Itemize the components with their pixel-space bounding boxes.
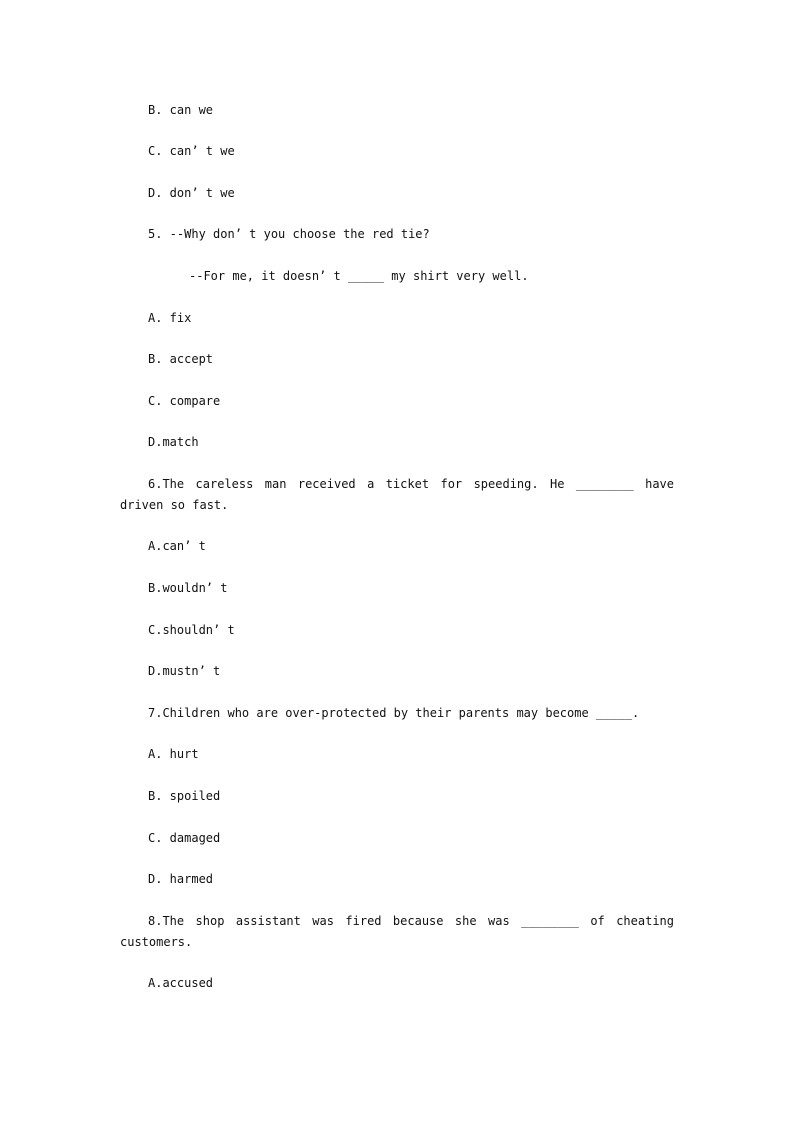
q5-option-c: C. compare [148, 394, 221, 408]
q5-response: --For me, it doesn’ t _____ my shirt very well. [189, 269, 529, 283]
q7-option-a: A. hurt [148, 747, 199, 761]
q6-option-a: A.can’ t [148, 539, 206, 553]
q5-question: 5. --Why don’ t you choose the red tie? [148, 227, 430, 241]
q6-option-c: C.shouldn’ t [148, 623, 235, 637]
q5-option-a: A. fix [148, 311, 192, 325]
q5-option-b: B. accept [148, 352, 214, 366]
q7-option-b: B. spoiled [148, 789, 221, 803]
q7-option-c: C. damaged [148, 831, 221, 845]
q6-option-d: D.mustn’ t [148, 664, 221, 678]
q4-option-b: B. can we [148, 103, 214, 117]
q4-option-c: C. can’ t we [148, 144, 235, 158]
q7-option-d: D. harmed [148, 872, 214, 886]
q6-question: 6.The careless man received a ticket for speeding. He ________ have driven so fast. [120, 477, 674, 512]
q5-option-d: D.match [148, 435, 199, 449]
q7-question: 7.Children who are over-protected by their parents may become _____. [148, 706, 640, 720]
q6-option-b: B.wouldn’ t [148, 581, 228, 595]
q4-option-d: D. don’ t we [148, 186, 235, 200]
q8-option-a: A.accused [148, 976, 214, 990]
q8-question: 8.The shop assistant was fired because she was ________ of cheating customers. [120, 914, 674, 949]
